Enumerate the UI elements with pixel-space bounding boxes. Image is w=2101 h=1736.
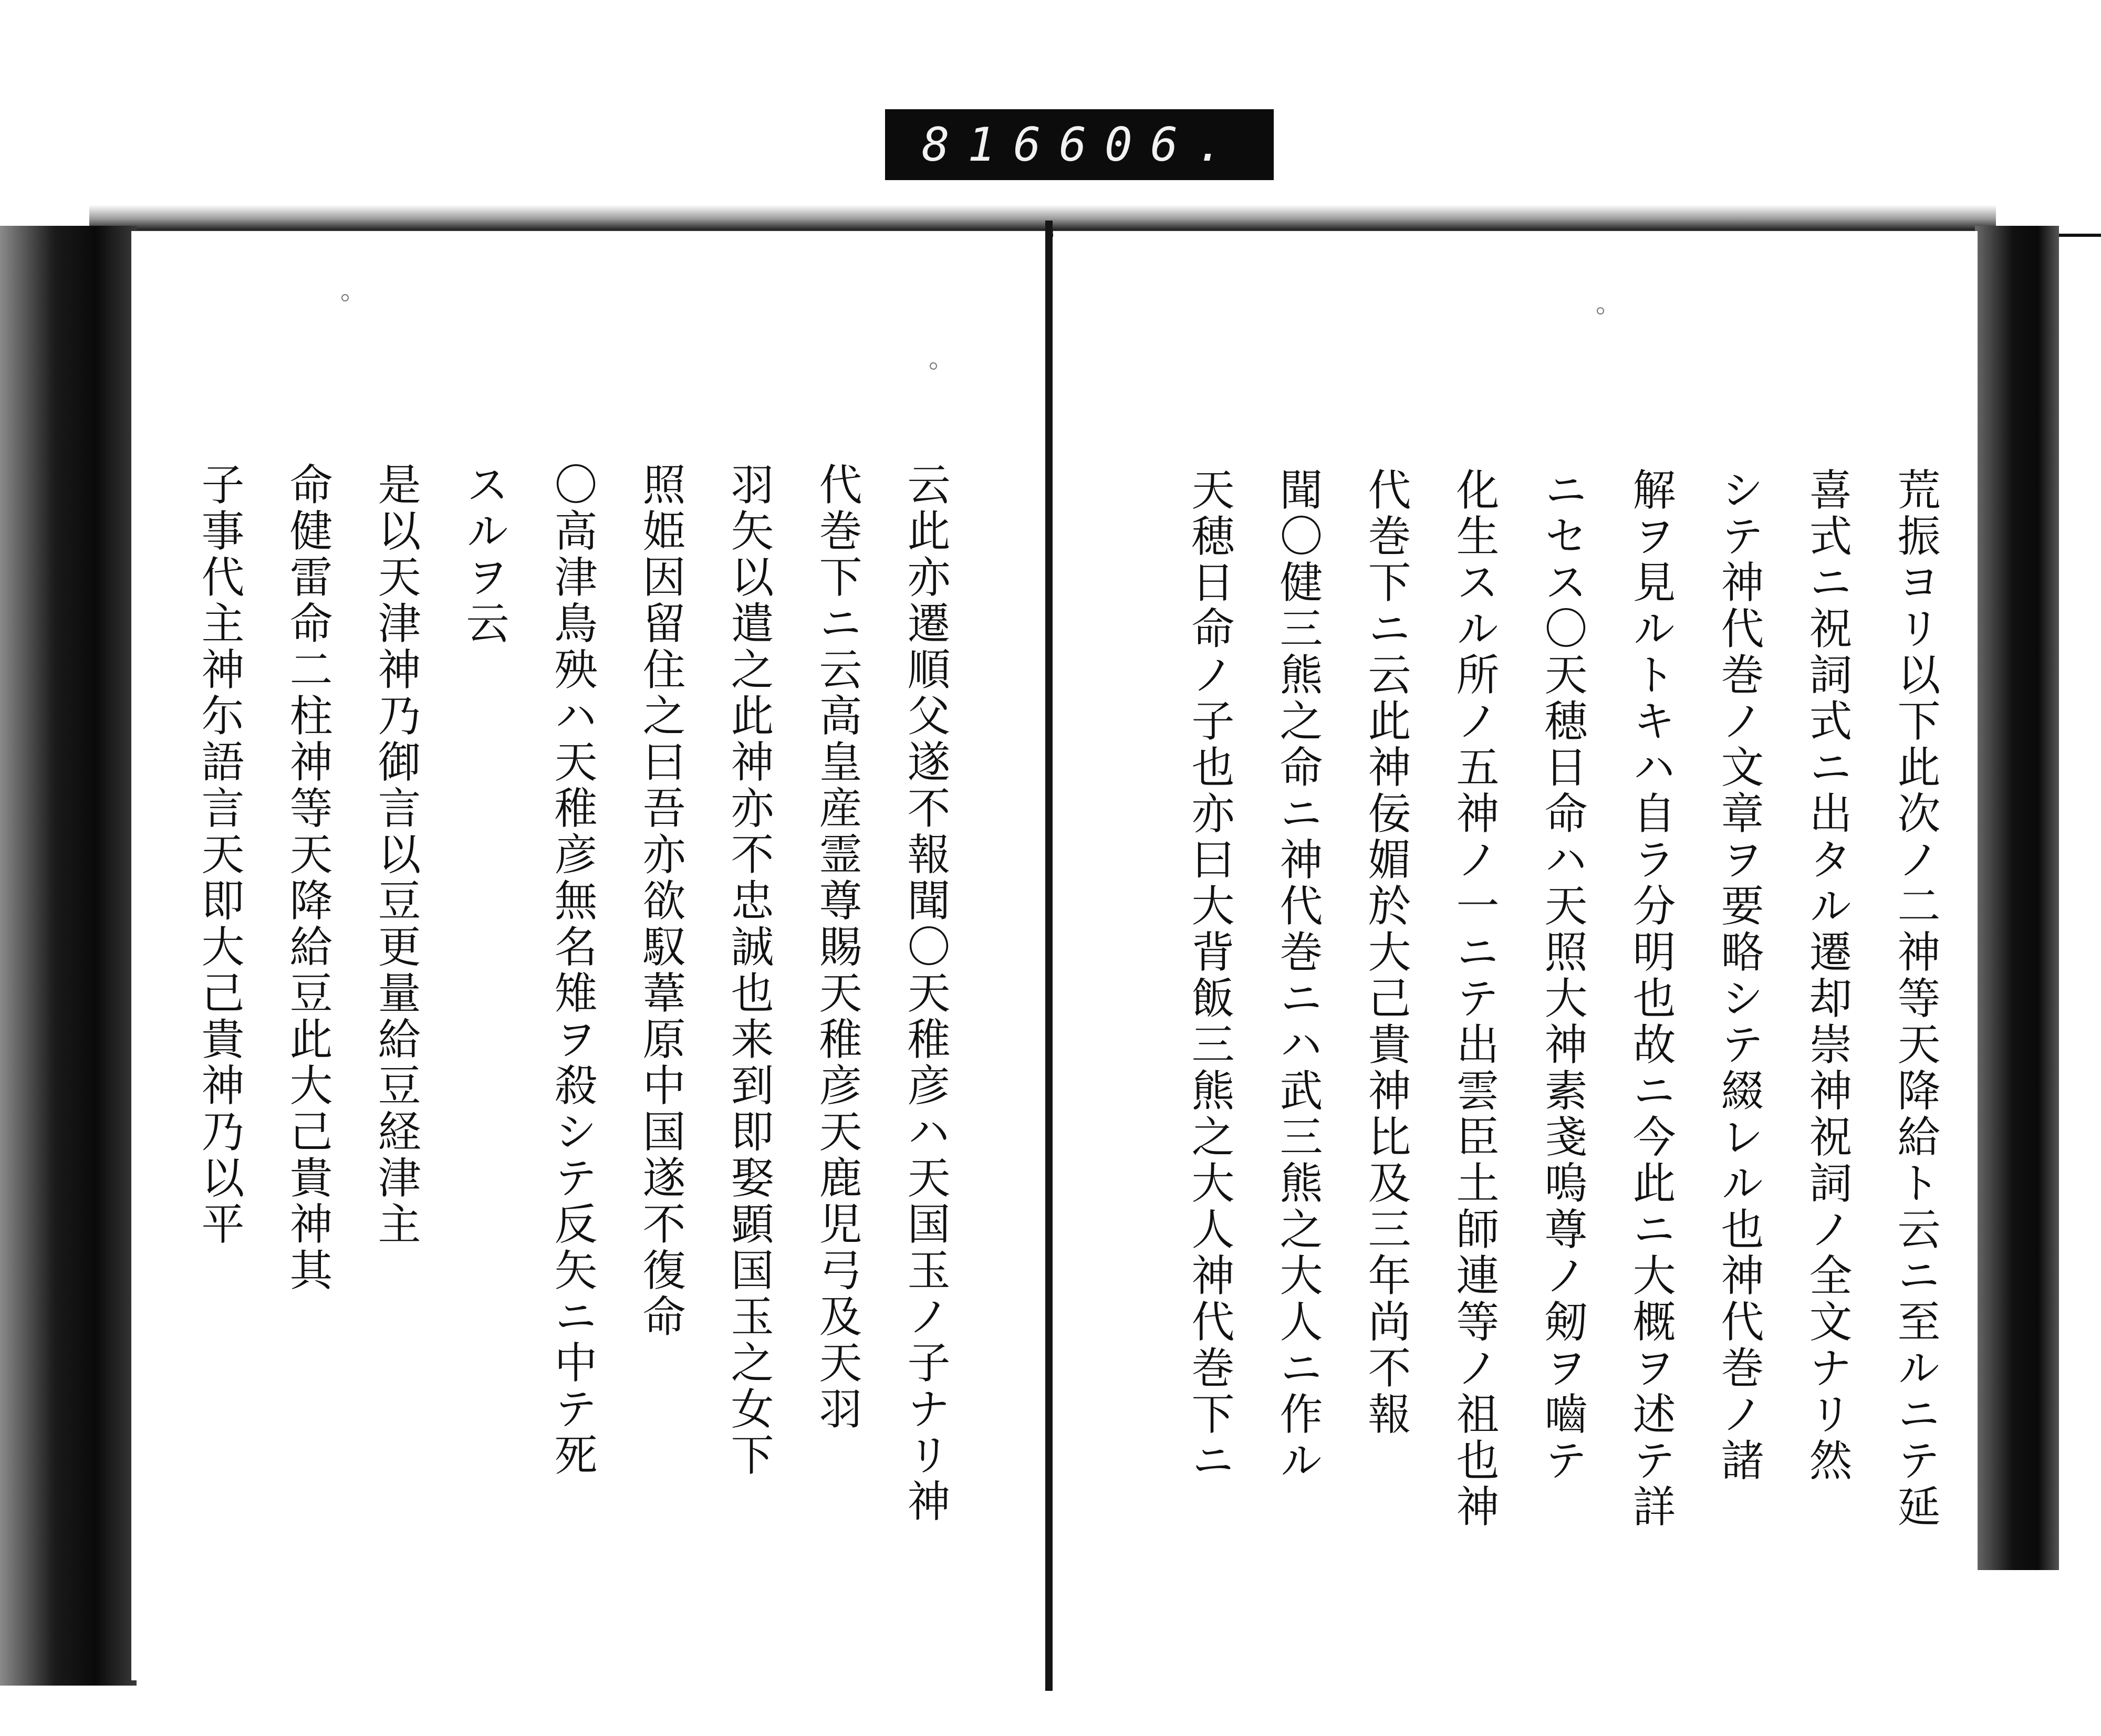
text-column: 照姫因留住之曰吾亦欲馭葦原中国遂不復命 [636, 462, 685, 1340]
text-column: 解ヲ見ルトキハ自ラ分明也故ニ今此ニ大概ヲ述テ詳 [1626, 467, 1676, 1530]
left-edge-shadow [0, 226, 137, 1686]
right-page-text [1177, 467, 1959, 1596]
text-column: 命健雷命二柱神等天降給豆此大己貴神其 [283, 462, 332, 1294]
text-column: 子事代主神尓語言天即大己貴神乃以平 [194, 462, 244, 1248]
text-column: 天穂日命ノ子也亦曰大背飯三熊之大人神代巻下ニ [1184, 467, 1234, 1484]
text-column: 是以天津神乃御言以豆更量給豆経津主 [371, 462, 421, 1248]
left-page-text [181, 462, 969, 1644]
paper-speck [341, 294, 349, 301]
text-column: ニセス〇天穂日命ハ天照大神素戔嗚尊ノ剱ヲ嚙テ [1537, 467, 1587, 1484]
right-edge-shadow [1975, 226, 2059, 1570]
catalog-label [885, 109, 1274, 180]
text-column: 代巻下ニ云此神佞媚於大己貴神比及三年尚不報 [1361, 467, 1411, 1438]
text-column: 化生スル所ノ五神ノ一ニテ出雲臣土師連等ノ祖也神 [1449, 467, 1499, 1530]
text-column: シテ神代巻ノ文章ヲ要略シテ綴レル也神代巻ノ諸 [1714, 467, 1764, 1484]
book-gutter [1045, 221, 1053, 1691]
text-column: スルヲ云 [459, 462, 509, 647]
text-column: 代巻下ニ云高皇産霊尊賜天稚彦天鹿児弓及天羽 [812, 462, 862, 1432]
paper-speck [1597, 307, 1604, 315]
text-column: 聞〇健三熊之命ニ神代巻ニハ武三熊之大人ニ作ル [1273, 467, 1323, 1484]
text-column: 云此亦遷順父遂不報聞〇天稚彦ハ天国玉ノ子ナリ神 [900, 462, 950, 1525]
text-column: 喜式ニ祝詞式ニ出タル遷却崇神祝詞ノ全文ナリ然 [1802, 467, 1852, 1484]
catalog-number-left: 816 [922, 118, 1059, 172]
text-column: 荒振ヨリ以下此次ノ二神等天降給ト云ニ至ルニテ延 [1890, 467, 1940, 1530]
text-column: 〇高津鳥殃ハ天稚彦無名雉ヲ殺シテ反矢ニ中テ死 [547, 462, 597, 1479]
catalog-number-right: 606. [1058, 118, 1242, 172]
paper-speck [930, 362, 937, 370]
text-column: 羽矢以遣之此神亦不忠誠也来到即娶顕国玉之女下 [724, 462, 774, 1479]
